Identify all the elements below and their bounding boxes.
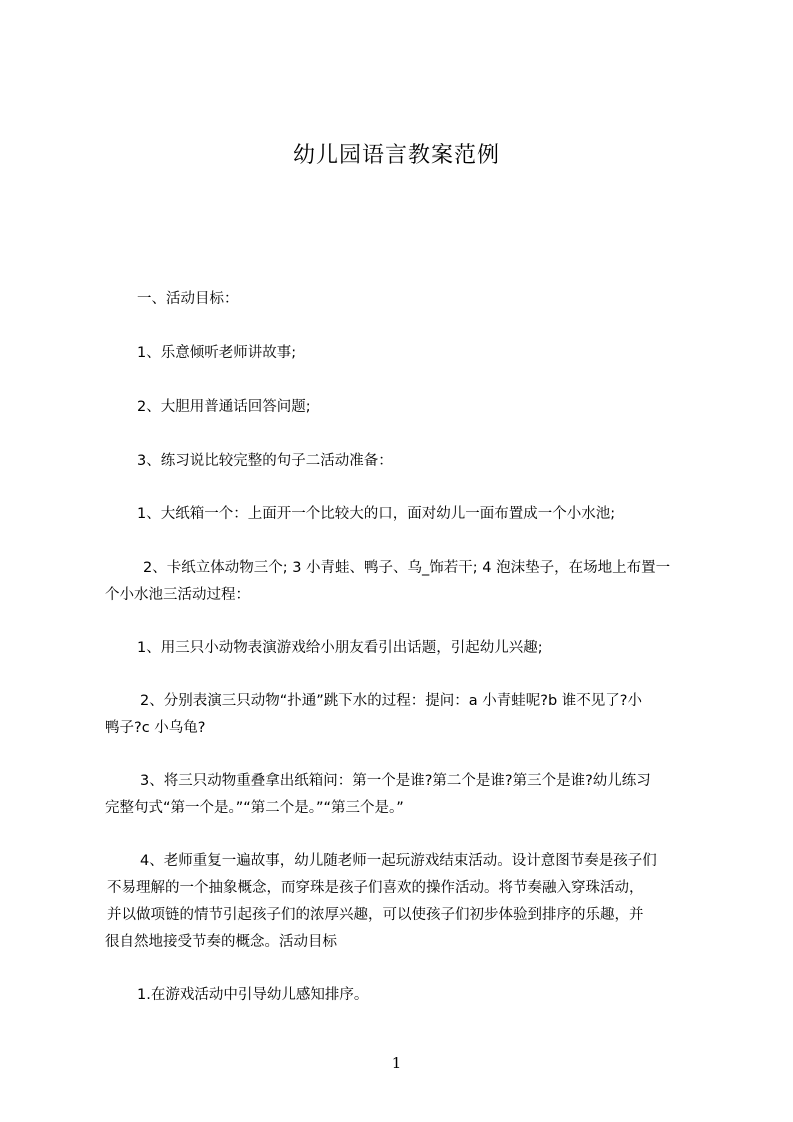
paragraph-preparation-1 bbox=[137, 501, 615, 528]
text-line: 2、卡纸立体动物三个; 3 小青蛙、鸭子、乌_饰若干; 4 泡沫垫子，在场地上布置一 bbox=[143, 560, 671, 576]
paragraph-activity-goal-1 bbox=[137, 982, 368, 1009]
text-line: 1、用三只小动物表演游戏给小朋友看引出话题，引起幼儿兴趣; bbox=[137, 640, 543, 656]
page-number: 1 bbox=[391, 1054, 402, 1072]
paragraph-process-3 bbox=[105, 768, 651, 822]
paragraph-objective-1 bbox=[137, 340, 296, 367]
text-line: 鸭子?c 小乌龟? bbox=[105, 720, 206, 736]
paragraph-preparation-2 bbox=[105, 555, 670, 609]
text-line: 2、分别表演三只动物“扑通”跳下水的过程：提问：a 小青蛙呢?b 谁不见了?小 bbox=[140, 693, 642, 709]
text-line: 3、将三只动物重叠拿出纸箱问：第一个是谁?第二个是谁?第三个是谁?幼儿练习 bbox=[140, 773, 651, 789]
text-line: 并以做项链的情节引起孩子们的浓厚兴趣，可以使孩子们初步体验到排序的乐趣，并 bbox=[107, 907, 644, 923]
paragraph-process-2 bbox=[105, 688, 642, 742]
text-line: 1、大纸箱一个：上面开一个比较大的口，面对幼儿一面布置成一个小水池; bbox=[137, 506, 616, 522]
text-line: 1、乐意倾听老师讲故事; bbox=[137, 345, 297, 361]
paragraph-objective-2 bbox=[137, 394, 311, 421]
text-line: 不易理解的一个抽象概念，而穿珠是孩子们喜欢的操作活动。将节奏融入穿珠活动， bbox=[107, 880, 644, 896]
paragraph-process-1 bbox=[137, 635, 543, 662]
paragraph-objectives-heading bbox=[137, 286, 239, 313]
text-line: 1.在游戏活动中引导幼儿感知排序。 bbox=[137, 987, 369, 1003]
text-line: 很自然地接受节奏的概念。活动目标 bbox=[105, 934, 337, 950]
text-line: 个小水池三活动过程： bbox=[105, 587, 250, 603]
text-line: 3、练习说比较完整的句子二活动准备： bbox=[137, 453, 393, 469]
text-line: 完整句式“第一个是。”“第二个是。”“第三个是。” bbox=[105, 800, 404, 816]
paragraph-process-4 bbox=[105, 848, 657, 956]
text-line: 2、大胆用普通话回答问题; bbox=[137, 399, 311, 415]
paragraph-objective-3 bbox=[137, 448, 393, 475]
page-title: 幼儿园语言教案范例 bbox=[292, 143, 500, 168]
text-line: 4、老师重复一遍故事，幼儿随老师一起玩游戏结束活动。设计意图节奏是孩子们 bbox=[140, 853, 657, 869]
text-line: 一、活动目标： bbox=[137, 291, 239, 307]
